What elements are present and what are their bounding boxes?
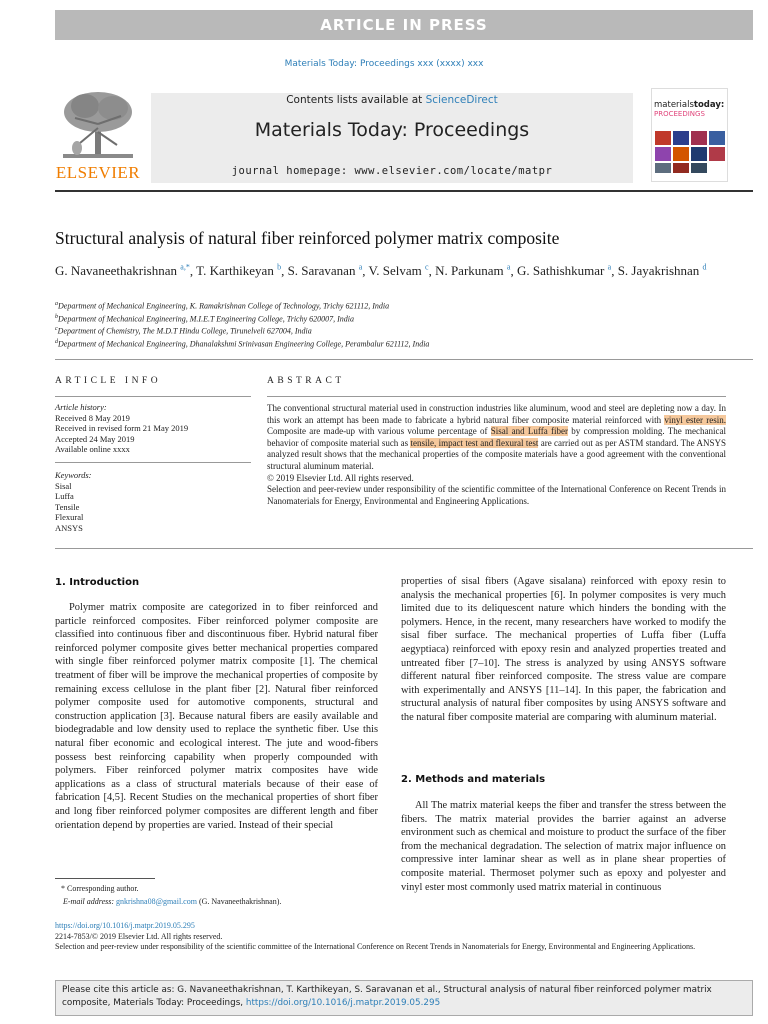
bottom-selection-line: Selection and peer-review under responsibility of the scientific committee of the International Conference on Recent Trends in Nanomaterials for Energy, Environmental and Engineering Applications.	[55, 942, 696, 951]
article-history: Article history: Received 8 May 2019 Received in revised form 21 May 2019 Accepted 24 May 2019 Available online xxxx	[55, 402, 189, 454]
highlight[interactable]: vinyl ester resin.	[664, 414, 726, 425]
elsevier-wordmark: ELSEVIER	[55, 163, 141, 182]
selection-line: Selection and peer-review under responsibility of the scientific committee of the International Conference on Recent Trends in Nanomaterials for Energy, Environmental and Engineering Applications.	[267, 484, 726, 506]
doi-link[interactable]: https://doi.org/10.1016/j.matpr.2019.05.295	[55, 921, 195, 930]
journal-title: Materials Today: Proceedings	[254, 119, 530, 141]
section-rule	[55, 359, 753, 360]
highlight[interactable]: tensile, impact test and flexural test	[410, 437, 539, 448]
keywords-rule	[55, 462, 251, 463]
journal-reference[interactable]: Materials Today: Proceedings xxx (xxxx) xxx	[284, 59, 484, 69]
affiliation: $^a$Department of Mechanical Engineering, K. Ramakrishnan College of Technology, Trichy 621112, India	[55, 301, 390, 311]
author[interactable]: S. Saravanan $^a$	[287, 263, 363, 279]
author-list: G. Navaneethakrishnan $^{a,*}$, T. Karthikeyan $^b$, S. Saravanan $^a$, V. Selvam $^c$, N. Parkunam $^a$, G. Sathishkumar $^a$, S. Jayakrishnan $^d$	[55, 263, 707, 279]
email-link[interactable]: gnkrishna08@gmail.com	[116, 897, 197, 906]
author[interactable]: V. Selvam $^c$	[368, 263, 429, 279]
keywords: Keywords: Sisal Luffa Tensile Flexural ANSYS	[55, 470, 92, 533]
author[interactable]: N. Parkunam $^a$	[435, 263, 511, 279]
article-in-press-banner: ARTICLE IN PRESS	[55, 10, 753, 40]
author[interactable]: G. Sathishkumar $^a$	[516, 263, 612, 279]
email-footnote: E-mail address: gnkrishna08@gmail.com (G. Navaneethakrishnan).	[63, 897, 282, 906]
contents-prefix: Contents lists available at	[286, 94, 426, 106]
article-info-heading: ARTICLE INFO	[55, 376, 162, 386]
journal-cover-thumbnail[interactable]	[651, 88, 728, 182]
cover-title: materialstoday: PROCEEDINGS	[654, 100, 725, 118]
affiliation: $^d$Department of Mechanical Engineering, Dhanalakshmi Srinivasan Engineering College, Perambalur 621112, India	[55, 338, 430, 349]
affiliation: $^c$Department of Chemistry, The M.D.T Hindu College, Tirunelveli 627004, India	[55, 326, 312, 336]
article-title: Structural analysis of natural fiber reinforced polymer matrix composite	[55, 228, 560, 248]
footnote-rule	[55, 878, 155, 879]
introduction-heading: 1. Introduction	[55, 577, 140, 588]
citation-doi-link[interactable]: https://doi.org/10.1016/j.matpr.2019.05.295	[245, 998, 441, 1008]
abstract-paragraph: The conventional structural material used in construction industries like aluminum, wood and steel are depleting now a day. In this work an attempt has been made to fabricate a hybrid natural fiber composite material reinforced with vinyl ester resin. Composite are made-up with various volume percentage of Sisal and Luffa fiber by compression molding. The mechanical behavior of composite material such as tensile, impact test and flexural test are carried out as per ASTM standard. The ANSYS analyzed result shows that the mechanical properties of the composite materials have a good agreement with the conventional structural aluminum material.	[267, 403, 726, 471]
affiliation: $^b$Department of Mechanical Engineering, M.I.E.T Engineering College, Trichy 620007, India	[55, 313, 355, 324]
header-rule	[55, 190, 753, 192]
article-info-rule	[55, 396, 251, 397]
highlight[interactable]: Sisal and Luffa fiber	[490, 426, 568, 437]
cite-this-article-box: Please cite this article as: G. Navaneethakrishnan, T. Karthikeyan, S. Saravanan et al., Structural analysis of natural fiber reinforced polymer matrix composite, Materials Today: Proceedings, https://doi.org/10.1016/j.matpr.2019.05.295	[55, 980, 753, 1016]
methods-heading: 2. Methods and materials	[401, 774, 546, 785]
methods-text: All The matrix material keeps the fiber and transfer the stress between the fibers. The matrix material provides the barrier against an adverse environment such as chemical and moisture to product the surface of the fiber from the mechanical degradation. The selection of matrix major influence on compressive inter laminar shear as well as in plane shear properties of composite material. Thermoset polymer such as epoxy and polyester and vinyl ester most commonly used matrix material in continuous	[401, 800, 726, 893]
introduction-text: Polymer matrix composite are categorized in to fiber reinforced and particle reinforced composites. Fiber reinforced polymer composite are classified into continuous fiber and discontinuous fiber. Hybrid natural fiber reinforced polymer composite gives better mechanical properties compared with single fiber reinforced polymer matrix composite [1]. The chemical treatment of fiber will be improve the mechanical properties of composite by remaining excess cellulose in the plant fiber [2]. Natural fiber reinforced polymer composite used for automotive components, structural and construction application [3]. Because natural fibers are easily available and biodegradable and low density used to replace the synthetic fiber. Use this natural fiber economic and ecological interest. The jute and wood-fibers possess best reinforcing capability when properly compounded with polymers. Fiber reinforced polymer matrix composites have wide applications as a class of structural materials because of their ease of fabrication [4,5]. Recent Studies on the mechanical properties of short fiber and long fiber reinforced polymer composites are different length and fiber orientation depend by properties are varied. Instead of their special	[55, 602, 378, 831]
sciencedirect-link[interactable]: ScienceDirect	[425, 94, 498, 106]
contents-line	[151, 94, 633, 106]
author[interactable]: G. Navaneethakrishnan $^{a,*}$	[55, 263, 190, 279]
copyright-line: © 2019 Elsevier Ltd. All rights reserved.	[267, 472, 414, 483]
abstract-bottom-rule	[55, 548, 753, 549]
author[interactable]: S. Jayakrishnan $^d$	[617, 263, 707, 279]
issn-line: 2214-7853/© 2019 Elsevier Ltd. All rights reserved.	[55, 931, 223, 941]
affiliations	[55, 299, 753, 350]
abstract-heading: ABSTRACT	[267, 376, 345, 386]
journal-homepage[interactable]: journal homepage: www.elsevier.com/locate/matpr	[231, 165, 553, 177]
corresponding-footnote: * Corresponding author.	[61, 884, 139, 893]
author[interactable]: T. Karthikeyan $^b$	[196, 263, 282, 279]
bottom-meta	[55, 921, 753, 953]
cover-image-grid	[652, 119, 727, 179]
abstract-rule	[267, 396, 726, 397]
abstract-text	[267, 403, 726, 507]
right-column-text: properties of sisal fibers (Agave sisalana) reinforced with epoxy resin to analysis the mechanical properties [6]. In polymer composites is very much limited due to its deliquescent nature which hinders the bonding with the polymers. Hence, in the recent, many researchers have worked to modify the sisal fiber surface. The mechanical properties of Luffa fiber (Luffa aegyptiaca) reinforced with epoxy resin and analyzed properties treated and untreated fiber [7–10]. The stress is analyzed by using ANSYS software different natural fiber reinforced composite. The stress value are compare with experimentally and ANSYS [11–14]. In this paper, the fabrication and structural analysis of natural fiber composites by using ANSYS software and the natural fiber composite material are comparing with aluminum material.	[401, 576, 726, 723]
